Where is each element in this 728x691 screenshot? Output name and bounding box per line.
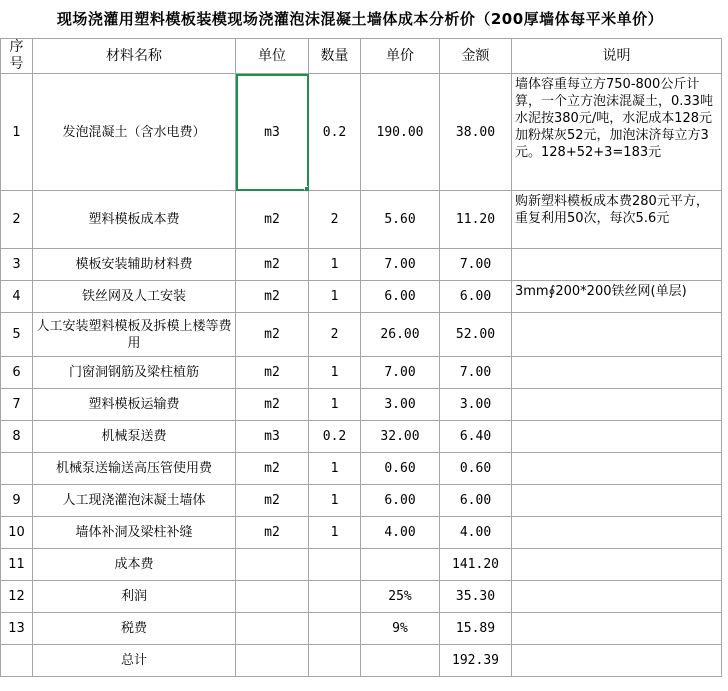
cell-name[interactable]: 机械泵送费 <box>33 421 236 453</box>
cell-no[interactable]: 9 <box>1 485 33 517</box>
table-row <box>1 581 722 613</box>
cell-price[interactable]: 6.00 <box>361 485 440 517</box>
cell-amount[interactable]: 7.00 <box>440 249 512 281</box>
cell-amount[interactable]: 6.00 <box>440 281 512 313</box>
cell-name[interactable]: 利润 <box>33 581 236 613</box>
cell-amount[interactable]: 35.30 <box>440 581 512 613</box>
cell-no[interactable]: 13 <box>1 613 33 645</box>
cell-note[interactable] <box>512 421 722 453</box>
cell-note[interactable] <box>512 249 722 281</box>
cell-note[interactable]: 购新塑料模板成本费280元平方，重复利用50次，每次5.6元 <box>512 191 722 249</box>
cell-price[interactable]: 190.00 <box>361 74 440 191</box>
cell-note[interactable] <box>512 485 722 517</box>
cell-amount[interactable]: 11.20 <box>440 191 512 249</box>
table-row <box>1 613 722 645</box>
table-row <box>1 74 722 191</box>
cell-amount[interactable]: 7.00 <box>440 357 512 389</box>
cell-price[interactable]: 5.60 <box>361 191 440 249</box>
cell-price[interactable]: 4.00 <box>361 517 440 549</box>
header-price[interactable]: 单价 <box>361 39 440 74</box>
cell-qty[interactable]: 1 <box>309 485 361 517</box>
cell-note[interactable] <box>512 581 722 613</box>
cell-unit[interactable]: m2 <box>236 281 309 313</box>
table-row <box>1 549 722 581</box>
cell-no[interactable]: 5 <box>1 313 33 357</box>
cell-amount[interactable]: 6.40 <box>440 421 512 453</box>
cell-amount[interactable]: 0.60 <box>440 453 512 485</box>
header-row <box>1 39 722 74</box>
table-row <box>1 645 722 677</box>
cell-note[interactable] <box>512 389 722 421</box>
cell-unit[interactable] <box>236 549 309 581</box>
cell-qty[interactable]: 0.2 <box>309 74 361 191</box>
cell-no[interactable]: 6 <box>1 357 33 389</box>
table-row <box>1 517 722 549</box>
cell-unit[interactable] <box>236 613 309 645</box>
cell-unit[interactable]: m3 <box>236 421 309 453</box>
table-row <box>1 281 722 313</box>
cell-amount[interactable]: 6.00 <box>440 485 512 517</box>
cell-unit[interactable] <box>236 645 309 677</box>
cell-no[interactable]: 4 <box>1 281 33 313</box>
cell-qty[interactable]: 1 <box>309 453 361 485</box>
cell-note[interactable] <box>512 357 722 389</box>
table-row <box>1 191 722 249</box>
cell-amount[interactable]: 141.20 <box>440 549 512 581</box>
cell-qty[interactable]: 2 <box>309 191 361 249</box>
cell-no[interactable]: 10 <box>1 517 33 549</box>
fill-handle[interactable] <box>304 186 309 191</box>
cell-name[interactable]: 总计 <box>33 645 236 677</box>
cell-qty[interactable]: 2 <box>309 313 361 357</box>
cell-qty[interactable]: 1 <box>309 357 361 389</box>
cell-name[interactable]: 发泡混凝土（含水电费） <box>33 74 236 191</box>
cell-unit[interactable]: m2 <box>236 191 309 249</box>
cell-price[interactable]: 26.00 <box>361 313 440 357</box>
table-row <box>1 453 722 485</box>
cell-note[interactable]: 3mm∮200*200铁丝网(单层) <box>512 281 722 313</box>
cell-qty[interactable]: 1 <box>309 249 361 281</box>
table-row <box>1 313 722 357</box>
cell-unit[interactable]: m2 <box>236 517 309 549</box>
cell-unit[interactable]: m2 <box>236 313 309 357</box>
cell-name[interactable]: 税费 <box>33 613 236 645</box>
cell-name[interactable]: 塑料模板成本费 <box>33 191 236 249</box>
header-unit[interactable]: 单位 <box>236 39 309 74</box>
cell-unit[interactable]: m2 <box>236 249 309 281</box>
cell-name[interactable]: 门窗洞钢筋及梁柱植筋 <box>33 357 236 389</box>
cell-no[interactable]: 12 <box>1 581 33 613</box>
cell-qty[interactable] <box>309 645 361 677</box>
cell-amount[interactable]: 38.00 <box>440 74 512 191</box>
cell-price[interactable]: 9% <box>361 613 440 645</box>
cell-no[interactable]: 2 <box>1 191 33 249</box>
table-row <box>1 357 722 389</box>
cell-amount[interactable]: 15.89 <box>440 613 512 645</box>
header-amount[interactable]: 金额 <box>440 39 512 74</box>
cell-no[interactable]: 1 <box>1 74 33 191</box>
cell-price[interactable]: 25% <box>361 581 440 613</box>
cell-note[interactable] <box>512 453 722 485</box>
cell-no[interactable]: 7 <box>1 389 33 421</box>
header-qty[interactable]: 数量 <box>309 39 361 74</box>
header-name[interactable]: 材料名称 <box>33 39 236 74</box>
cell-no[interactable] <box>1 645 33 677</box>
cell-qty[interactable]: 1 <box>309 281 361 313</box>
cell-note[interactable] <box>512 613 722 645</box>
cell-amount[interactable]: 3.00 <box>440 389 512 421</box>
header-no[interactable]: 序号 <box>1 39 33 74</box>
cell-amount[interactable]: 192.39 <box>440 645 512 677</box>
table-row <box>1 249 722 281</box>
cell-price[interactable]: 3.00 <box>361 389 440 421</box>
cell-no[interactable] <box>1 453 33 485</box>
cost-table <box>0 38 722 677</box>
cell-name[interactable]: 机械泵送输送高压管使用费 <box>33 453 236 485</box>
cell-price[interactable] <box>361 549 440 581</box>
cell-price[interactable]: 7.00 <box>361 249 440 281</box>
cell-name[interactable]: 人工安装塑料模板及拆模上楼等费用 <box>33 313 236 357</box>
table-row <box>1 389 722 421</box>
cell-qty[interactable]: 0.2 <box>309 421 361 453</box>
cell-name[interactable]: 墙体补洞及梁柱补缝 <box>33 517 236 549</box>
cell-unit[interactable]: m2 <box>236 357 309 389</box>
cell-amount[interactable]: 4.00 <box>440 517 512 549</box>
cell-note[interactable] <box>512 645 722 677</box>
cell-name[interactable]: 人工现浇灌泡沫凝土墙体 <box>33 485 236 517</box>
sheet-title[interactable]: 现场浇灌用塑料模板装模现场浇灌泡沫混凝土墙体成本分析价（200厚墙体每平米单价） <box>56 10 664 28</box>
cell-unit[interactable]: m2 <box>236 485 309 517</box>
cell-qty[interactable]: 1 <box>309 389 361 421</box>
selected-cell[interactable]: m3 <box>236 74 309 191</box>
cell-amount[interactable]: 52.00 <box>440 313 512 357</box>
cell-note[interactable] <box>512 549 722 581</box>
cell-price[interactable] <box>361 645 440 677</box>
cell-name[interactable]: 铁丝网及人工安装 <box>33 281 236 313</box>
cell-price[interactable]: 6.00 <box>361 281 440 313</box>
cell-note[interactable]: 墙体容重每立方750-800公斤计算，一个立方泡沫混凝土，0.33吨水泥按380元/吨，水泥成本128元加粉煤灰52元，加泡沫济每立方3元。128+52+3=183元 <box>512 74 722 191</box>
cell-name[interactable]: 成本费 <box>33 549 236 581</box>
cell-qty[interactable]: 1 <box>309 517 361 549</box>
cell-no[interactable]: 8 <box>1 421 33 453</box>
cell-name[interactable]: 塑料模板运输费 <box>33 389 236 421</box>
header-note[interactable]: 说明 <box>512 39 722 74</box>
cell-unit[interactable]: m2 <box>236 453 309 485</box>
cell-qty[interactable] <box>309 549 361 581</box>
cell-unit[interactable] <box>236 581 309 613</box>
cell-qty[interactable] <box>309 581 361 613</box>
cell-note[interactable] <box>512 313 722 357</box>
table-row <box>1 421 722 453</box>
table-row <box>1 485 722 517</box>
cell-unit[interactable]: m2 <box>236 389 309 421</box>
cell-qty[interactable] <box>309 613 361 645</box>
cell-name[interactable]: 模板安装辅助材料费 <box>33 249 236 281</box>
cell-price[interactable]: 32.00 <box>361 421 440 453</box>
cell-no[interactable]: 11 <box>1 549 33 581</box>
cell-note[interactable] <box>512 517 722 549</box>
cell-no[interactable]: 3 <box>1 249 33 281</box>
cell-price[interactable]: 0.60 <box>361 453 440 485</box>
cell-price[interactable]: 7.00 <box>361 357 440 389</box>
